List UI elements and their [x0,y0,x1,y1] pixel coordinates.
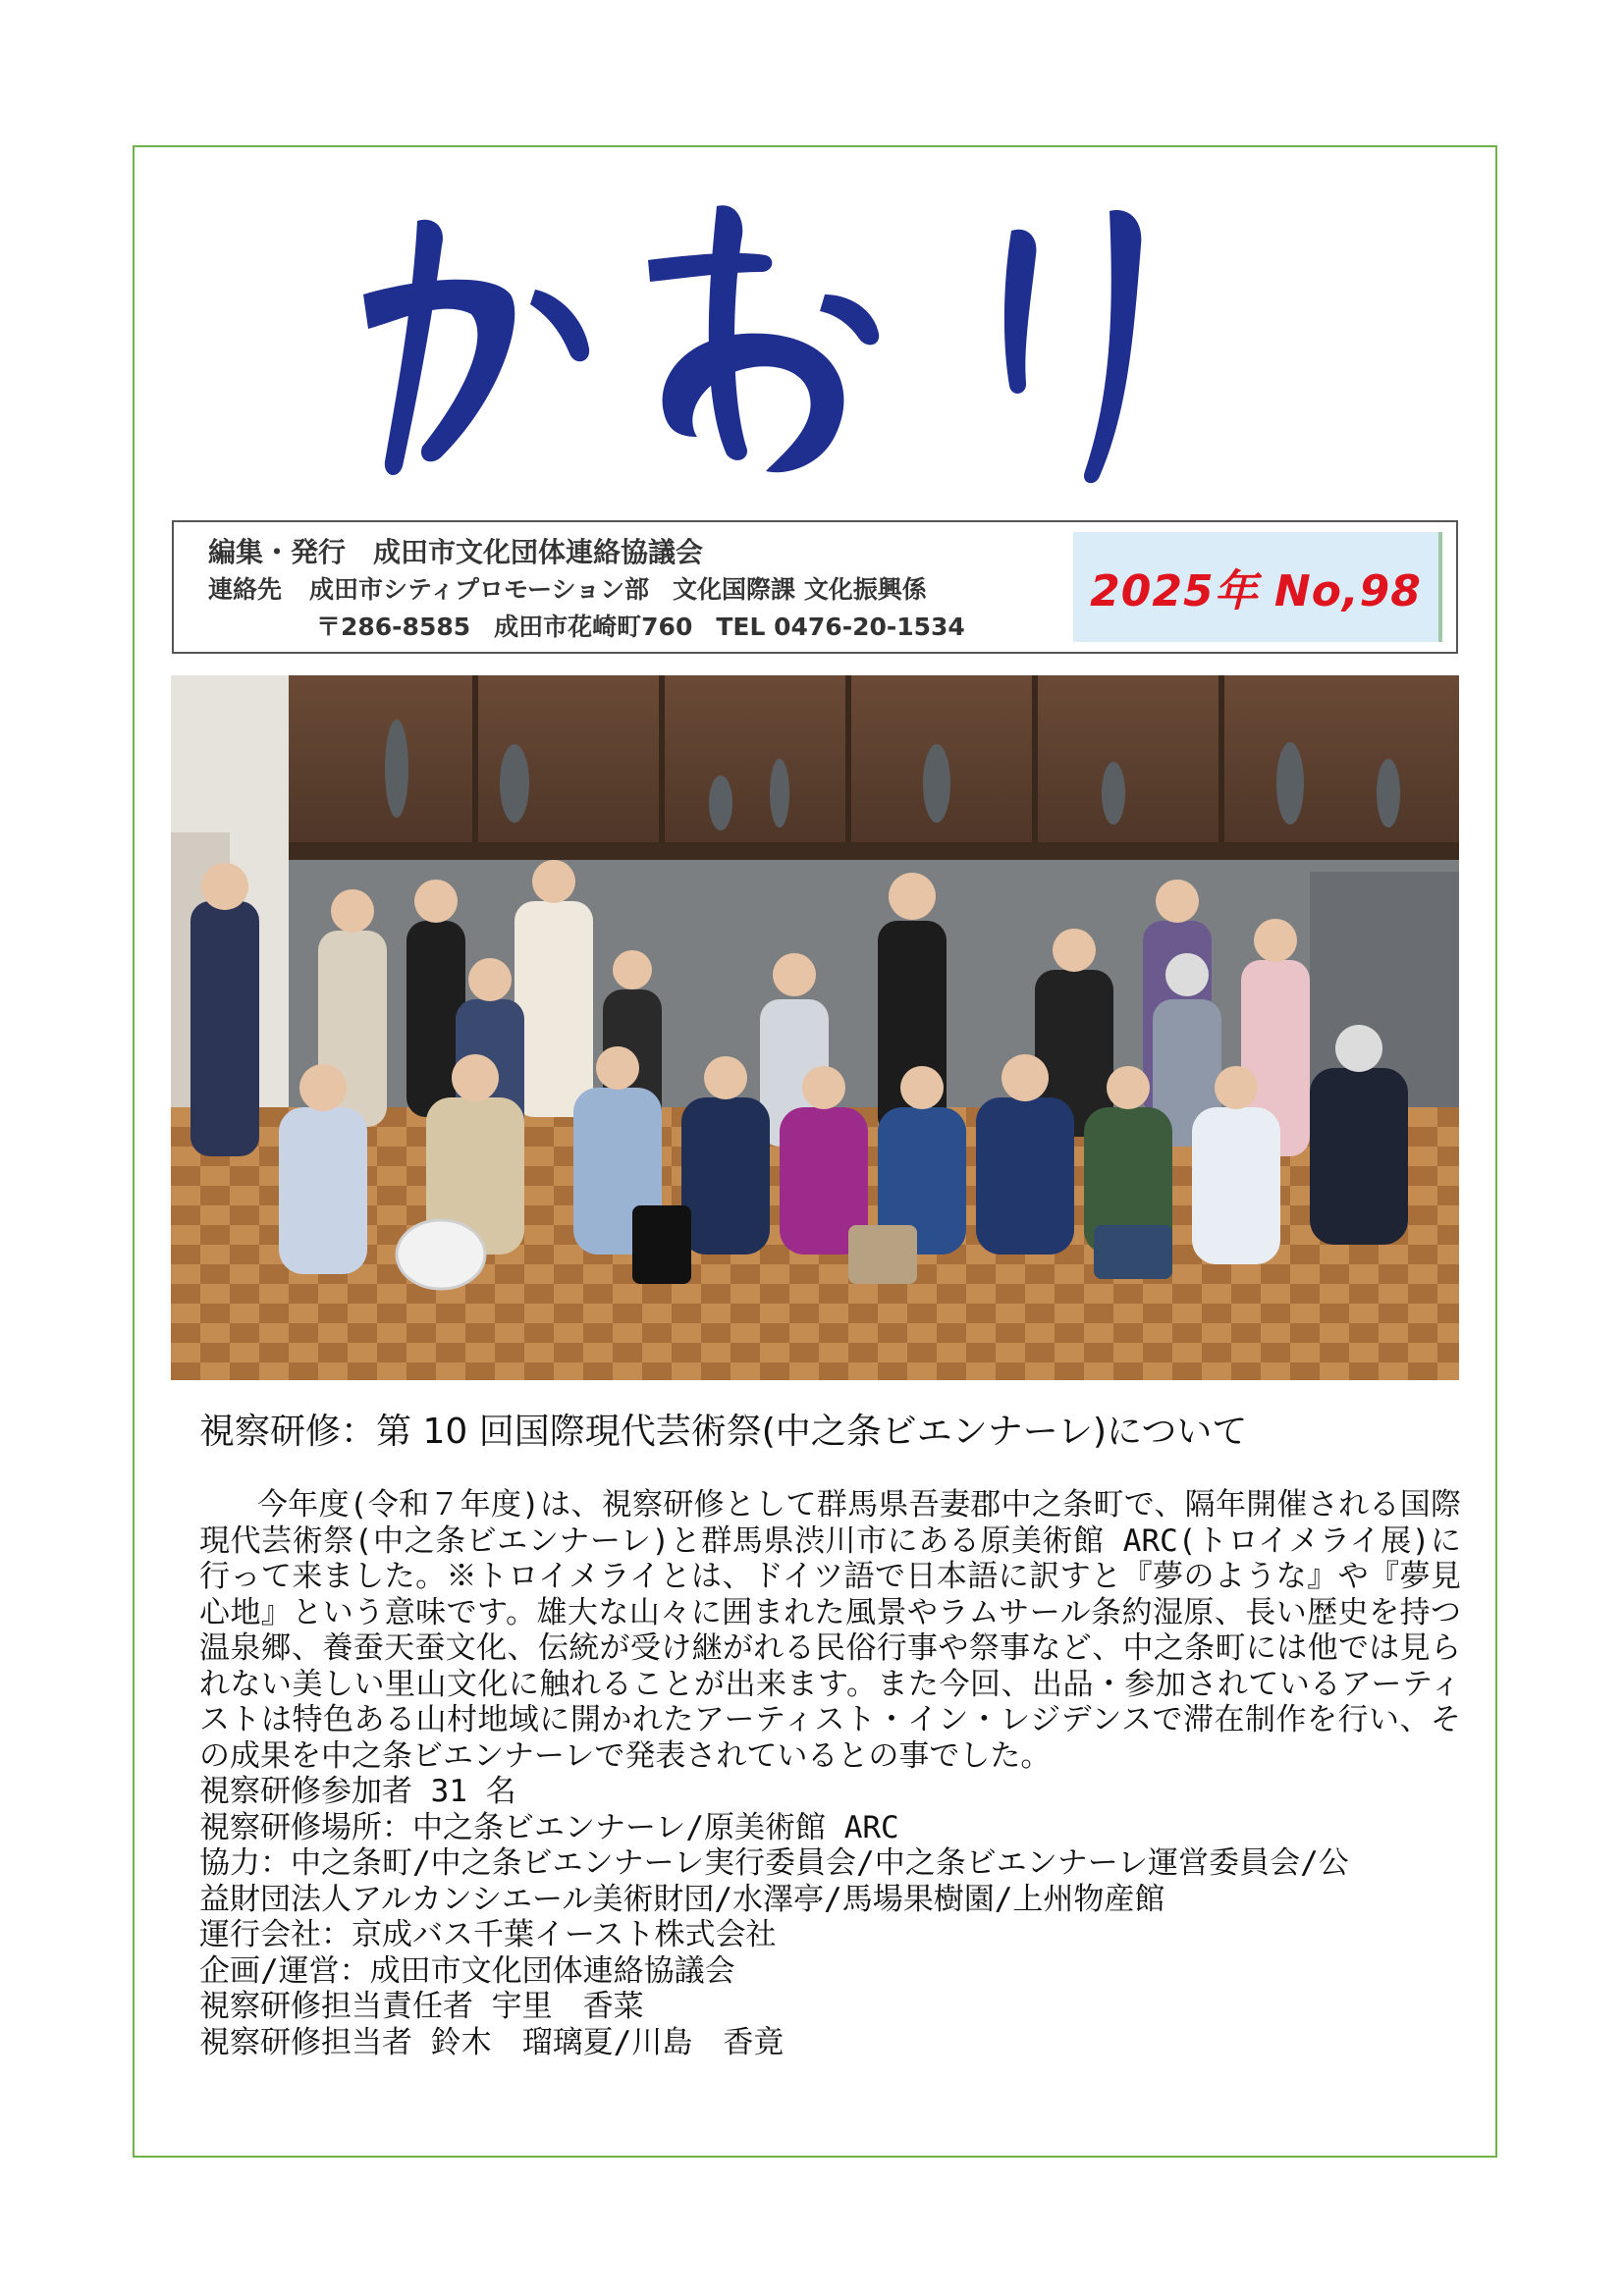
postal-code: 〒286-8585 [316,613,471,641]
editor-name: 成田市文化団体連絡協議会 [373,536,704,568]
publisher-info [208,534,965,646]
telephone: TEL 0476-20-1534 [716,613,965,641]
planning-line: 企画/運営：成田市文化団体連絡協議会 [199,1952,735,1989]
contact-label: 連絡先 [208,575,283,604]
masthead-logo [324,201,1306,496]
contact-section: 文化国際課 文化振興係 [673,575,927,604]
participants-line: 視察研修参加者 31 名 [199,1774,516,1809]
address: 成田市花崎町760 [494,613,693,641]
places-line: 視察研修場所：中之条ビエンナーレ/原美術館 ARC [199,1809,899,1845]
issue-number: 2025年 No,98 [1090,566,1422,616]
cooperation-line-2: 益財団法人アルカンシエール美術財団/水澤亭/馬場果樹園/上州物産館 [199,1881,1165,1917]
masthead-calligraphy [324,201,1306,496]
group-photo [171,675,1459,1380]
editor-line [208,534,965,571]
staff-line: 視察研修担当者 鈴木 瑠璃夏/川島 香竟 [199,2024,785,2060]
article-body [199,1487,1461,2060]
publisher-info-box [172,520,1458,654]
contact-dept: 成田市シティプロモーション部 [309,575,650,604]
contact-line [208,571,965,609]
leader-line: 視察研修担当責任者 宇里 香菜 [199,1989,644,2024]
article-paragraph: 今年度(令和７年度)は、視察研修として群馬県吾妻郡中之条町で、隔年開催される国際現代芸術祭(中之条ビエンナーレ)と群馬県渋川市にある原美術館 ARC(トロイメライ展)に行って来ました。※トロイメライとは、ドイツ語で日本語に訳すと『夢のような』や『夢見心地』という意味です。雄大な山々に囲まれた風景やラムサール条約湿原、長い歴史を持つ温泉郷、養蚕天蚕文化、伝統が受け継がれる民俗行事や祭事など、中之条町には他では見られない美しい里山文化に触れることが出来ます。また今回、出品・参加されているアーティストは特色ある山村地域に開かれたアーティスト・イン・レジデンスで滞在制作を行い、その成果を中之条ビエンナーレで発表されているとの事でした。 [199,1487,1461,1774]
editor-label: 編集・発行 [208,536,347,568]
address-line [208,609,965,646]
operator-line: 運行会社：京成バス千葉イースト株式会社 [199,1917,777,1952]
cooperation-line-1: 協力：中之条町/中之条ビエンナーレ実行委員会/中之条ビエンナーレ運営委員会/公 [199,1845,1349,1881]
article-headline: 視察研修：第 10 回国際現代芸術祭(中之条ビエンナーレ)について [199,1412,1248,1452]
issue-badge [1073,532,1442,642]
group-photo-image [171,675,1459,1380]
